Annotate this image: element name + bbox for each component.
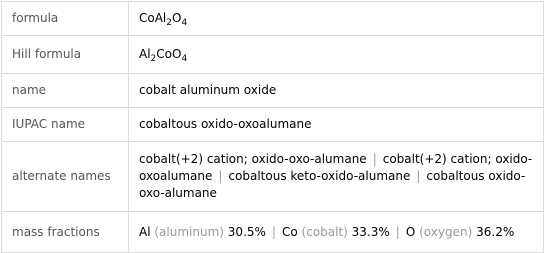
formula-value — [129, 2, 544, 36]
formula-row — [2, 2, 544, 36]
separator: | — [395, 224, 400, 239]
mass-fractions-value — [129, 212, 544, 253]
hill-formula-label: Hill formula — [2, 36, 129, 74]
alternate-name: cobaltous oxido-oxo-alumane — [139, 169, 526, 200]
mass-fractions-label: mass fractions — [2, 212, 129, 253]
separator: | — [372, 152, 377, 166]
hill-formula-row — [2, 36, 544, 74]
properties-table — [1, 1, 544, 253]
mass-fraction-symbol: Co — [281, 224, 298, 239]
formula-subscript: 4 — [181, 18, 188, 28]
mass-fraction-percent: 33.3% — [351, 224, 390, 239]
alternate-name: cobalt(+2) cation; oxido-oxoalumane — [139, 152, 533, 183]
mass-fraction-percent: 36.2% — [476, 224, 515, 239]
formula-label: formula — [2, 2, 129, 36]
hill-part: CoO — [156, 47, 182, 61]
formula-subscript: 2 — [166, 18, 172, 28]
alternate-names-label: alternate names — [2, 142, 129, 212]
mass-fraction-symbol: O — [405, 224, 416, 239]
formula-part: O — [172, 11, 182, 25]
hill-subscript: 4 — [181, 54, 188, 64]
mass-fraction-element: (oxygen) — [419, 224, 473, 239]
separator: | — [271, 224, 276, 239]
iupac-name-label: IUPAC name — [2, 108, 129, 142]
hill-part: Al — [139, 47, 151, 61]
iupac-name-row — [2, 108, 544, 142]
alternate-name: cobalt(+2) cation; oxido-oxo-alumane — [139, 152, 367, 166]
name-row — [2, 74, 544, 108]
mass-fraction-element: (cobalt) — [301, 224, 348, 239]
mass-fractions-row — [2, 212, 544, 253]
mass-fraction-symbol: Al — [139, 224, 151, 239]
alternate-names-row — [2, 142, 544, 212]
hill-formula-value — [129, 36, 544, 74]
name-label: name — [2, 74, 129, 108]
alternate-name: cobaltous keto-oxido-alumane — [228, 169, 411, 183]
mass-fraction-element: (aluminum) — [154, 224, 224, 239]
mass-fraction-percent: 30.5% — [227, 224, 266, 239]
iupac-name-value: cobaltous oxido-oxoalumane — [129, 108, 544, 142]
name-value: cobalt aluminum oxide — [129, 74, 544, 108]
separator: | — [416, 169, 421, 183]
hill-subscript: 2 — [150, 54, 157, 64]
formula-part: CoAl — [139, 11, 167, 25]
alternate-names-value — [129, 142, 544, 212]
separator: | — [218, 169, 223, 183]
